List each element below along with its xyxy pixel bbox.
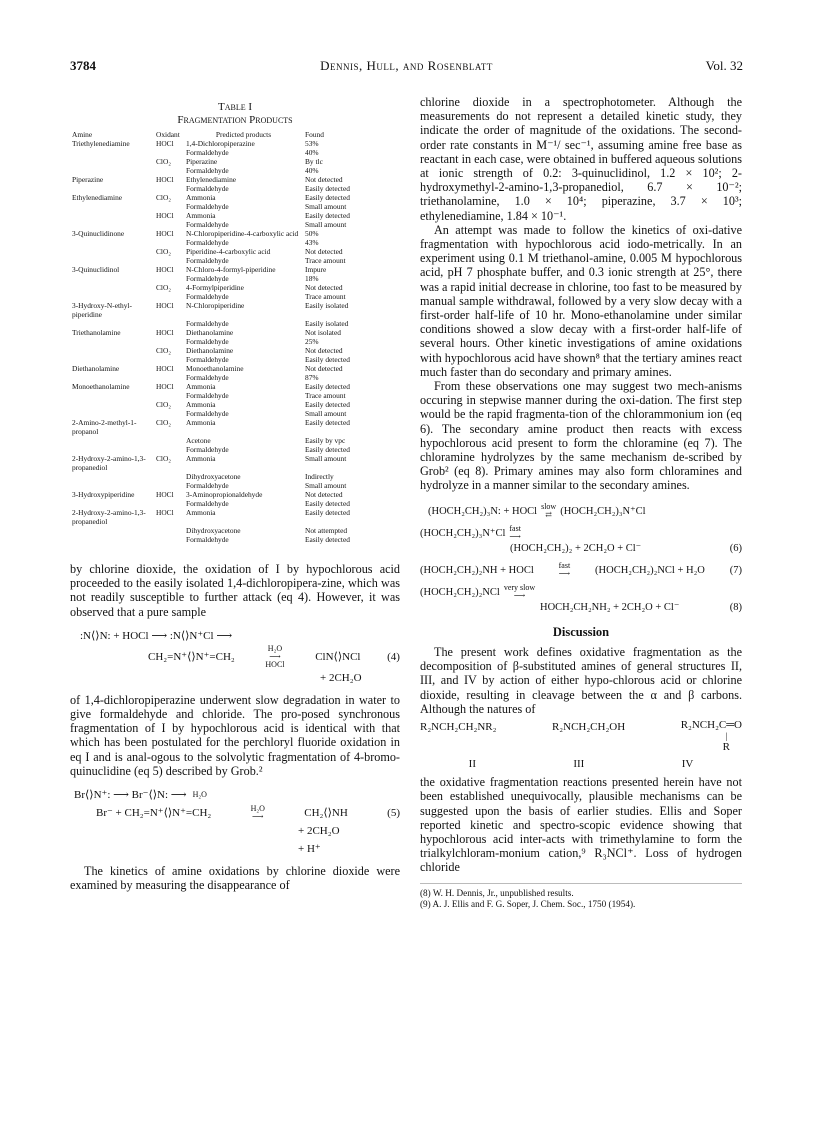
cell-amine <box>70 184 154 193</box>
cell-product: Piperazine <box>186 157 218 166</box>
table-row <box>70 166 400 175</box>
cell-amine <box>70 535 154 544</box>
table-row <box>70 436 400 445</box>
eq4-arrow-top: H₂O <box>267 643 283 653</box>
table-row <box>70 265 400 274</box>
cell-found: Easily detected <box>305 355 350 364</box>
eq5-line1-arrow-label: H₂O <box>192 790 207 800</box>
table-row <box>70 229 400 238</box>
cell-found: 18% <box>305 274 319 283</box>
table-row <box>70 391 400 400</box>
structure-II: R₂NCH₂CH₂NR₂ <box>420 720 497 733</box>
cell-oxidant <box>154 202 184 211</box>
general-structures: R₂NCH₂CH₂NR₂ R₂NCH₂CH₂OH R₂NCH₂C═O | R <box>420 718 742 753</box>
cell-oxidant <box>154 355 184 364</box>
cell-amine <box>70 283 154 292</box>
table-row <box>70 355 400 364</box>
cell-amine <box>70 256 154 265</box>
cell-amine: Triethylenediamine <box>72 139 130 148</box>
cell-found: Impure <box>305 265 327 274</box>
right-paragraph-3: From these observations one may suggest two mech-anisms occuring in stepwise manner during the oxi-dation. The first step would be the rapid fragmenta-tion of the chlorammonium ion (eq 6). The secondary amine product then reacts with excess hypochlorous acid present to form the chloramine (eq 7). The chloramine hydrolyzes by the same mechanism de-scribed by Grob² (eq 8). Primary amines may also form chloramines and hydrolyze in a manner similar to the secondary amines. <box>420 379 742 493</box>
cell-found: Easily detected <box>305 445 350 454</box>
cell-product: Formaldehyde <box>186 220 229 229</box>
cell-oxidant <box>154 238 184 247</box>
eq8-arrow-label: very slow <box>503 582 536 592</box>
footnotes <box>420 883 742 910</box>
cell-product: Formaldehyde <box>186 337 229 346</box>
col-oxidant: Oxidant <box>156 130 180 139</box>
cell-product: Formaldehyde <box>186 319 229 328</box>
cell-product: Ammonia <box>186 400 216 409</box>
cell-product: Diethanolamine <box>186 346 234 355</box>
cell-found: Not detected <box>305 346 343 355</box>
cell-amine <box>70 148 154 157</box>
cell-found: Easily detected <box>305 211 350 220</box>
table-title <box>70 101 400 127</box>
cell-product: Ethylenediamine <box>186 175 237 184</box>
cell-amine <box>70 436 154 445</box>
eq4-line3: + 2CH₂O <box>320 671 362 684</box>
cell-oxidant <box>154 373 184 382</box>
table-row <box>70 238 400 247</box>
table-row <box>70 247 400 256</box>
eq5-line3: + 2CH₂O <box>298 825 340 838</box>
cell-found: Easily isolated <box>305 301 349 310</box>
table-row <box>70 274 400 283</box>
cell-oxidant <box>154 391 184 400</box>
equations-6-8: (HOCH₂CH₂)₃N: + HOCl slow ⇄ (HOCH₂CH₂)₃N⁺Cl (HOCH₂CH₂)₃N⁺Cl fast ⟶ (HOCH₂CH₂)₂ + 2CH₂O + Cl⁻ (6) (HOCH₂CH₂)₂NH + HOCl fast ⟶ (HOCH₂CH₂)₂NCl + H₂O (7) (HOCH₂CH₂)₂NCl very slow ⟶ HOCH₂CH₂NH₂ + 2CH₂O + Cl⁻ (8) <box>420 501 742 613</box>
cell-product: Formaldehyde <box>186 445 229 454</box>
col-amine: Amine <box>72 130 93 139</box>
cell-product: Formaldehyde <box>186 373 229 382</box>
cell-found: 50% <box>305 229 319 238</box>
cell-oxidant <box>154 472 184 481</box>
cell-amine <box>70 472 154 481</box>
eq5-number: (5) <box>387 807 400 820</box>
cell-product: Ammonia <box>186 508 216 517</box>
cell-amine <box>70 445 154 454</box>
cell-product: 1,4-Dichloropiperazine <box>186 139 255 148</box>
cell-found: Easily detected <box>305 535 350 544</box>
cell-oxidant: HOCl <box>156 265 174 274</box>
table-row <box>70 202 400 211</box>
cell-amine <box>70 166 154 175</box>
cell-product: Formaldehyde <box>186 202 229 211</box>
table-caption: Fragmentation Products <box>177 114 293 126</box>
table-row <box>70 400 400 409</box>
cell-product: Formaldehyde <box>186 481 229 490</box>
cell-oxidant <box>154 445 184 454</box>
table-row <box>70 148 400 157</box>
col-found: Found <box>305 130 324 139</box>
cell-oxidant <box>154 436 184 445</box>
cell-amine <box>70 391 154 400</box>
cell-oxidant: HOCl <box>156 490 174 499</box>
cell-oxidant <box>154 220 184 229</box>
cell-oxidant: HOCl <box>156 301 174 310</box>
cell-product: 3-Aminopropionaldehyde <box>186 490 263 499</box>
cell-amine <box>70 526 154 535</box>
cell-found: Not isolated <box>305 328 341 337</box>
left-paragraph-3: The kinetics of amine oxidations by chlorine dioxide were examined by measuring the disappearance of <box>70 864 400 893</box>
left-paragraph-2: of 1,4-dichloropiperazine underwent slow degradation in water to give formaldehyde and chloride. The pro-posed synchronous fragmentation of I by hypochlorous acid is identical with that which has been postulated for the perchloryl fluoride oxidation in eq I and is anal-ogous to the solvolytic fragmentation of 4-bromo-quinuclidine (eq 5) described by Grob.² <box>70 692 400 778</box>
eq8-left: (HOCH₂CH₂)₂NCl <box>420 586 500 598</box>
cell-amine <box>70 346 154 355</box>
cell-amine: Diethanolamine <box>72 364 120 373</box>
page-number: 3784 <box>70 58 96 73</box>
cell-oxidant: HOCl <box>156 229 174 238</box>
cell-amine: 3-Hydroxy-N-ethyl-piperidine <box>72 301 132 319</box>
cell-product: Formaldehyde <box>186 256 229 265</box>
cell-product: Ammonia <box>186 193 216 202</box>
footnote-9: (9) A. J. Ellis and F. G. Soper, J. Chem. Soc., 1750 (1954). <box>420 898 636 909</box>
eq4-arrow-bottom: HOCl <box>265 659 285 669</box>
cell-oxidant <box>154 274 184 283</box>
cell-oxidant <box>154 409 184 418</box>
cell-found: Trace amount <box>305 256 346 265</box>
table-row <box>70 211 400 220</box>
cell-product: Formaldehyde <box>186 409 229 418</box>
volume: Vol. 32 <box>705 58 743 73</box>
eq6a-right: (HOCH₂CH₂)₃N⁺Cl <box>560 505 646 517</box>
eq5-line4: + H⁺ <box>298 843 321 856</box>
fragmentation-table <box>70 130 400 544</box>
cell-amine <box>70 373 154 382</box>
cell-found: Easily detected <box>305 184 350 193</box>
cell-amine <box>70 481 154 490</box>
cell-oxidant: HOCl <box>156 211 174 220</box>
eq7-arrow-label: fast <box>558 560 571 570</box>
cell-oxidant <box>154 184 184 193</box>
cell-found: 87% <box>305 373 319 382</box>
cell-amine <box>70 337 154 346</box>
cell-found: Easily isolated <box>305 319 349 328</box>
section-heading-discussion: Discussion <box>552 624 610 639</box>
cell-amine <box>70 247 154 256</box>
cell-product: Formaldehyde <box>186 355 229 364</box>
table-row <box>70 256 400 265</box>
eq4-line1: :N⟨⟩N: + HOCl ⟶ :N⟨⟩N⁺Cl ⟶ <box>80 629 233 642</box>
cell-product: Ammonia <box>186 211 216 220</box>
label-II: II <box>468 757 476 770</box>
table-row <box>70 337 400 346</box>
cell-found: Not detected <box>305 490 343 499</box>
cell-oxidant <box>154 499 184 508</box>
eq5-line1: Br⟨⟩N⁺: ⟶ Br⁻⟨⟩N: ⟶ <box>74 789 187 802</box>
label-IV: IV <box>681 757 694 770</box>
cell-amine <box>70 292 154 301</box>
cell-product: Piperidine-4-carboxylic acid <box>186 247 271 256</box>
right-paragraph-2: An attempt was made to follow the kinetics of oxi-dative fragmentation with hypochlorous acid iodo-metrically. In an experiment using 0.1 M triethanol-amine, 0.005 M hypochlorous acid, pH 7 phosphate buffer, and 0.3 ionic strength at 25°, there was a rapid initial decrease in chlorine, too fast to be measured by manual sample withdrawal, followed by a very slow decay with a first-order half-life of 10 hr. Mono-ethanolamine under similar conditions showed a slow decay with a first-order half-life of several hours. Other kinetic investigations of amine oxidations with hypochlorous acid have shown⁸ that the tertiary amines react much faster than do secondary and primary amines. <box>420 222 742 379</box>
cell-found: Small amount <box>305 202 347 211</box>
table-row <box>70 328 400 337</box>
cell-amine: 3-Quinuclidinol <box>72 265 120 274</box>
cell-oxidant: HOCl <box>156 328 174 337</box>
cell-found: Small amount <box>305 481 347 490</box>
cell-product: Diethanolamine <box>186 328 234 337</box>
cell-oxidant: ClO₂ <box>156 193 171 202</box>
cell-found: Easily detected <box>305 418 350 427</box>
table-row <box>70 535 400 544</box>
eq5-arrow-label: H₂O <box>250 804 265 814</box>
footnote-8: (8) W. H. Dennis, Jr., unpublished results. <box>420 887 574 898</box>
structure-numbers <box>420 757 742 771</box>
cell-amine: 3-Hydroxypiperidine <box>72 490 135 499</box>
structure-IV: R₂NCH₂C═O <box>680 718 742 731</box>
cell-amine <box>70 274 154 283</box>
table-row <box>70 526 400 535</box>
cell-found: Easily detected <box>305 499 350 508</box>
cell-product: Formaldehyde <box>186 238 229 247</box>
eq6-number: (6) <box>729 542 742 554</box>
cell-product: N-Chloropiperidine-4-carboxylic acid <box>186 229 299 238</box>
cell-amine <box>70 157 154 166</box>
cell-oxidant <box>154 337 184 346</box>
cell-amine <box>70 355 154 364</box>
cell-amine <box>70 211 154 220</box>
cell-product: N-Chloro-4-formyl-piperidine <box>186 265 276 274</box>
cell-found: 40% <box>305 166 319 175</box>
left-column <box>70 95 400 892</box>
cell-product: 4-Formylpiperidine <box>186 283 244 292</box>
cell-product: Ammonia <box>186 382 216 391</box>
cell-found: 53% <box>305 139 319 148</box>
cell-found: Not detected <box>305 247 343 256</box>
cell-found: Small amount <box>305 220 347 229</box>
cell-oxidant <box>154 148 184 157</box>
cell-product: Acetone <box>186 436 211 445</box>
table-row <box>70 382 400 391</box>
eq4-product: ClN⟨⟩NCl <box>315 650 361 663</box>
cell-amine <box>70 400 154 409</box>
cell-oxidant <box>154 535 184 544</box>
eq6c: (HOCH₂CH₂)₂ + 2CH₂O + Cl⁻ <box>510 542 642 554</box>
table-row <box>70 445 400 454</box>
cell-product: Ammonia <box>186 454 216 463</box>
eq6a-arrow-label: slow <box>541 501 557 511</box>
cell-found: Easily by vpc <box>305 436 346 445</box>
right-paragraph-5: the oxidative fragmentation reactions presented herein have not been established unequivocally, plausible mechanisms can be suggested upon the basis of earlier studies. Ellis and Soper reported kinetic and spectro-scopic evidence showing that hypochlorous acid inter-acts with trimethylamine to form the trialkylchloram-monium cation,⁹ R₃NCl⁺. Loss of hydrogen chloride <box>420 775 742 875</box>
cell-oxidant: ClO₂ <box>156 454 171 463</box>
cell-product: Ammonia <box>186 418 216 427</box>
table-row <box>70 139 400 148</box>
cell-found: Trace amount <box>305 292 346 301</box>
eq6b-arrow-label: fast <box>509 523 521 533</box>
cell-found: Easily detected <box>305 382 350 391</box>
table-row <box>70 409 400 418</box>
cell-oxidant: ClO₂ <box>156 157 171 166</box>
cell-oxidant <box>154 166 184 175</box>
col-predicted: Predicted products <box>215 130 272 139</box>
cell-oxidant: ClO₂ <box>156 400 171 409</box>
cell-amine: Triethanolamine <box>72 328 121 337</box>
cell-product: Formaldehyde <box>186 148 229 157</box>
label-III: III <box>573 757 585 770</box>
table-row <box>70 454 400 472</box>
equation-5: Br⟨⟩N⁺: ⟶ Br⁻⟨⟩N: ⟶ H₂O Br⁻ + CH₂=N⁺⟨⟩N⁺=CH₂ H₂O ⟶ CH₂⟨⟩NH (5) + 2CH₂O + H⁺ <box>70 786 400 858</box>
cell-oxidant: ClO₂ <box>156 247 171 256</box>
cell-found: Not attempted <box>305 526 348 535</box>
cell-amine <box>70 409 154 418</box>
cell-amine <box>70 238 154 247</box>
table-header-row <box>70 130 400 139</box>
cell-found: 25% <box>305 337 319 346</box>
eq4-number: (4) <box>387 650 400 663</box>
eq4-line2: CH₂=N⁺⟨⟩N⁺=CH₂ <box>148 650 235 663</box>
cell-found: Small amount <box>305 409 347 418</box>
eq8-number: (8) <box>729 601 742 613</box>
cell-product: Formaldehyde <box>186 292 229 301</box>
cell-found: Trace amount <box>305 391 346 400</box>
cell-amine: 2-Amino-2-methyl-1-propanol <box>72 418 137 436</box>
table-row <box>70 490 400 499</box>
cell-product: Dihydroxyacetone <box>186 472 241 481</box>
running-authors: Dennis, Hull, and Rosenblatt <box>320 58 493 73</box>
cell-found: Easily detected <box>305 193 350 202</box>
right-paragraph-4: The present work defines oxidative fragmentation as the decomposition of β-substituted amines of general structures II, III, and IV by action of either hypo-chlorous acid or chlorine dioxide, resulting in cleavage between the α and β carbons. Although the natures of <box>420 644 742 716</box>
cell-product: Formaldehyde <box>186 274 229 283</box>
eq5-product: CH₂⟨⟩NH <box>304 807 348 820</box>
table-row <box>70 346 400 355</box>
table-row <box>70 499 400 508</box>
right-paragraph-1: chlorine dioxide in a spectrophotometer. Although the measurements do not represent a detailed kinetic study, they indicate the order of magnitude of the oxidations. The second-order rate constants in M⁻¹/ sec⁻¹, assuming amine free base as reactant in each case, were obtained in buffered aqueous solutions at ionic strength of 0.2: 3-quinuclidinol, 1.2 × 10²; 2-hydroxymethyl-2-amino-1,3-propanediol, 6.7 × 10⁻²; triethanolamine, 1.0 × 10⁴; piperazine, 3.7 × 10³; ethylenediamine, 1.84 × 10⁻¹. <box>420 95 742 223</box>
eq8-right: HOCH₂CH₂NH₂ + 2CH₂O + Cl⁻ <box>540 601 680 613</box>
cell-found: Not detected <box>305 175 343 184</box>
cell-amine <box>70 499 154 508</box>
cell-amine: Piperazine <box>72 175 104 184</box>
table-row <box>70 301 400 319</box>
cell-oxidant: HOCl <box>156 508 174 517</box>
table-row <box>70 283 400 292</box>
table-row <box>70 373 400 382</box>
cell-product: N-Chloropiperidine <box>186 301 245 310</box>
cell-amine <box>70 202 154 211</box>
cell-amine: 3-Quinuclidinone <box>72 229 125 238</box>
cell-oxidant <box>154 292 184 301</box>
cell-found: By tlc <box>305 157 323 166</box>
equation-4: :N⟨⟩N: + HOCl ⟶ :N⟨⟩N⁺Cl ⟶ CH₂=N⁺⟨⟩N⁺=CH₂ H₂O ⟶ HOCl ClN⟨⟩NCl (4) + 2CH₂O <box>70 627 400 687</box>
cell-oxidant <box>154 256 184 265</box>
cell-found: Indirectly <box>305 472 334 481</box>
cell-oxidant <box>154 481 184 490</box>
cell-oxidant: HOCl <box>156 382 174 391</box>
cell-found: 43% <box>305 238 319 247</box>
structure-III: R₂NCH₂CH₂OH <box>551 720 626 733</box>
table-row <box>70 472 400 481</box>
cell-oxidant: HOCl <box>156 364 174 373</box>
cell-amine: 2-Hydroxy-2-amino-1,3-propanediol <box>72 454 146 472</box>
cell-product: Formaldehyde <box>186 535 229 544</box>
eq7-right: (HOCH₂CH₂)₂NCl + H₂O <box>595 564 705 576</box>
cell-oxidant <box>154 526 184 535</box>
cell-oxidant <box>154 319 184 328</box>
cell-product: Formaldehyde <box>186 184 229 193</box>
table-row <box>70 418 400 436</box>
structure-IV-R: R <box>722 740 731 753</box>
cell-amine <box>70 220 154 229</box>
cell-found: Not detected <box>305 364 343 373</box>
table-row <box>70 220 400 229</box>
eq6b-left: (HOCH₂CH₂)₃N⁺Cl <box>420 527 506 539</box>
cell-product: Formaldehyde <box>186 391 229 400</box>
table-row <box>70 481 400 490</box>
cell-oxidant: ClO₂ <box>156 283 171 292</box>
cell-found: Easily detected <box>305 508 350 517</box>
eq6a-left: (HOCH₂CH₂)₃N: + HOCl <box>428 505 538 517</box>
table-row <box>70 157 400 166</box>
eq7-number: (7) <box>729 564 742 576</box>
table-row <box>70 364 400 373</box>
cell-product: Formaldehyde <box>186 166 229 175</box>
cell-amine: 2-Hydroxy-2-amino-1,3-propanediol <box>72 508 146 526</box>
table-row <box>70 175 400 184</box>
cell-found: 40% <box>305 148 319 157</box>
cell-found: Not detected <box>305 283 343 292</box>
cell-amine <box>70 319 154 328</box>
eq7-left: (HOCH₂CH₂)₂NH + HOCl <box>420 564 534 576</box>
table-row <box>70 292 400 301</box>
cell-product: Monoethanolamine <box>186 364 244 373</box>
table-row <box>70 184 400 193</box>
cell-oxidant: HOCl <box>156 139 174 148</box>
table-row <box>70 508 400 526</box>
cell-oxidant: ClO₂ <box>156 346 171 355</box>
cell-amine: Monoethanolamine <box>72 382 130 391</box>
cell-amine: Ethylenediamine <box>72 193 123 202</box>
cell-oxidant: HOCl <box>156 175 174 184</box>
cell-product: Dihydroxyacetone <box>186 526 241 535</box>
cell-found: Small amount <box>305 454 347 463</box>
left-paragraph-1: by chlorine dioxide, the oxidation of I by hypochlorous acid proceeded to the easily isolated 1,4-dichloropipera-zine, which was not readily susceptible to further attack (eq 4). However, it was observed that a pure sample <box>70 562 400 619</box>
table-row <box>70 319 400 328</box>
cell-found: Easily detected <box>305 400 350 409</box>
table-row <box>70 193 400 202</box>
cell-oxidant: ClO₂ <box>156 418 171 427</box>
running-header <box>70 58 743 76</box>
right-column <box>420 95 742 910</box>
cell-product: Formaldehyde <box>186 499 229 508</box>
table-number: Table I <box>217 101 253 113</box>
eq5-line2: Br⁻ + CH₂=N⁺⟨⟩N⁺=CH₂ <box>96 807 212 820</box>
